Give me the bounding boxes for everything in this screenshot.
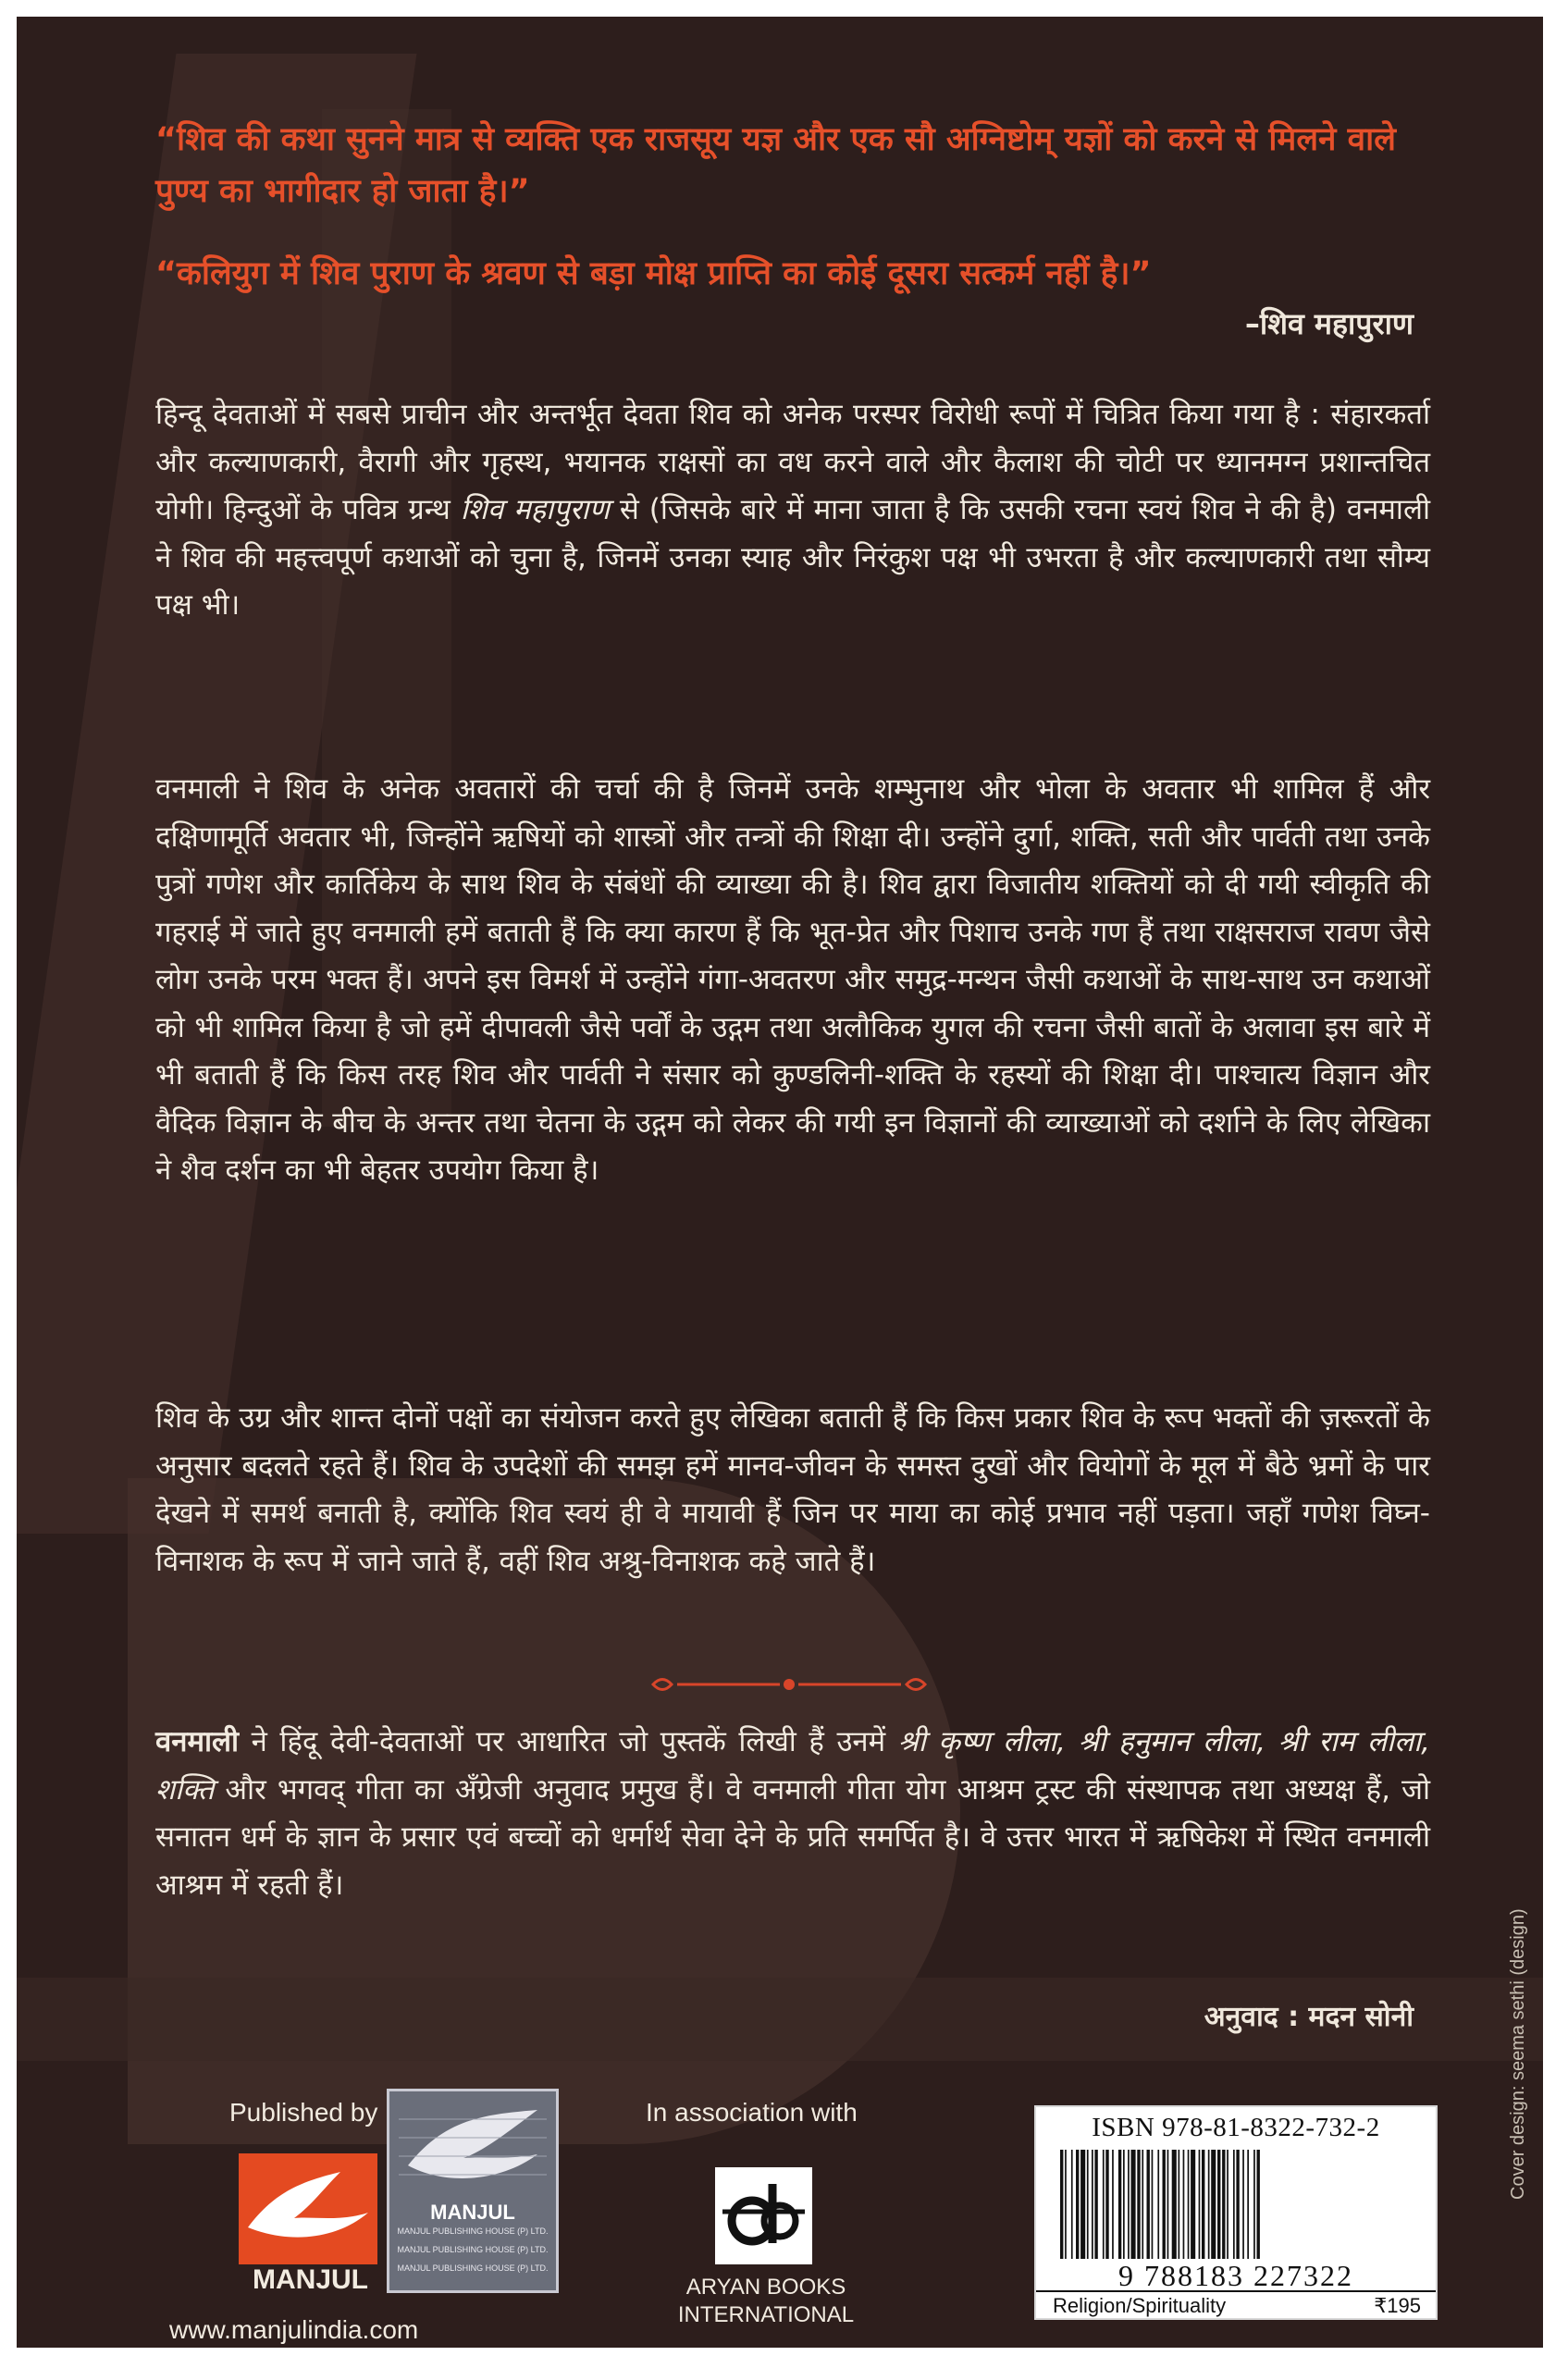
associate-name-line2: INTERNATIONAL (677, 2302, 855, 2327)
seal-bird-icon (399, 2101, 547, 2193)
association-label: In association with (646, 2098, 858, 2127)
barcode-digits: 9 788183 227322 (1118, 2259, 1353, 2292)
book-back-cover (17, 17, 1543, 2348)
associate-name (627, 2274, 905, 2329)
genre-label: Religion/Spirituality (1053, 2294, 1227, 2317)
aryan-books-logo-icon (715, 2167, 812, 2264)
publisher-seal-stamp (387, 2089, 559, 2293)
stamp-text: MANJUL PUBLISHING HOUSE (P) LTD. (397, 2263, 549, 2273)
stamp-title: MANJUL (430, 2201, 515, 2224)
isbn-number: ISBN 978-81-8322-732-2 (1092, 2113, 1380, 2142)
barcode-icon (1056, 2150, 1426, 2259)
associate-name-line1: ARYAN BOOKS (685, 2275, 846, 2300)
description-paragraph-1 (155, 391, 1430, 630)
author-bio-text: ने हिंदू देवी-देवताओं पर आधारित जो पुस्तकें लिखी हैं उनमें (239, 1725, 898, 1758)
author-bio (155, 1719, 1430, 1909)
epigraph-quote-1: “शिव की कथा सुनने मात्र से व्यक्ति एक राजसूय यज्ञ और एक सौ अग्निष्टोम् यज्ञों को करने से मिलने वाले पुण्य का भागीदार हो जाता है।” (155, 121, 1396, 210)
author-bio-text-cont: और भगवद् गीता का अँग्रेजी अनुवाद प्रमुख हैं। वे वनमाली गीता योग आश्रम ट्रस्ट की संस्थापक तथा अध्यक्ष हैं, जो सनातन धर्म के ज्ञान के प्रसार एवं बच्चों को धर्मार्थ सेवा देने के प्रति समर्पित है। वे उत्तर भारत में ऋषिकेश में स्थित वनमाली आश्रम में रहती हैं। (155, 1772, 1430, 1902)
author-name: वनमाली (155, 1725, 240, 1758)
description-paragraph-3: शिव के उग्र और शान्त दोनों पक्षों का संयोजन करते हुए लेखिका बताती हैं कि किस प्रकार शिव के रूप भक्तों की ज़रूरतों के अनुसार बदलते रहते हैं। शिव के उपदेशों की समझ हमें मानव-जीवन के समस्त दुखों और वियोगों के मूल में बैठे भ्रमों के पार देखने में समर्थ बनाती है, क्योंकि शिव स्वयं ही वे मायावी हैं जिन पर माया का कोई प्रभाव नहीं पड़ता। जहाँ गणेश विघ्न-विनाशक के रूप में जाने जाते हैं, वहीं शिव अश्रु-विनाशक कहे जाते हैं। (155, 1401, 1430, 1578)
description-paragraph-2: वनमाली ने शिव के अनेक अवतारों की चर्चा की है जिनमें उनके शम्भुनाथ और भोला के अवतार भी शामिल हैं और दक्षिणामूर्ति अवतार भी, जिन्होंने ऋषियों को शास्त्रों और तन्त्रों की शिक्षा दी। उन्होंने दुर्गा, शक्ति, सती और पार्वती तथा उनके पुत्रों गणेश और कार्तिकेय के साथ शिव के संबंधों की व्याख्या की है। शिव द्वारा विजातीय शक्तियों को दी गयी स्वीकृति की गहराई में जाते हुए वनमाली हमें बताती हैं कि क्या कारण हैं कि भूत-प्रेत और पिशाच उनके गण हैं तथा राक्षसराज रावण जैसे लोग उनके परम भक्त हैं। अपने इस विमर्श में उन्होंने गंगा-अवतरण और समुद्र-मन्थन जैसी कथाओं के साथ-साथ उन कथाओं को भी शामिल किया है जो हमें दीपावली जैसे पर्वों के उद्गम तथा अलौकिक युगल की रचना जैसी बातों के अलावा इस बारे में भी बताती हैं कि किस तरह शिव और पार्वती ने संसार को कुण्डलिनी-शक्ति के रहस्यों की शिक्षा दी। पाश्चात्य विज्ञान और वैदिक विज्ञान के बीच के अन्तर तथा चेतना के उद्गम को लेकर की गयी इन विज्ञानों की व्याख्याओं को दर्शाने के लिए लेखिका ने शैव दर्शन का भी बेहतर उपयोग किया है। (155, 772, 1430, 1187)
published-by-label: Published by (229, 2098, 378, 2127)
para1-text: हिन्दू देवताओं में सबसे प्राचीन और अन्तर्भूत देवता शिव को अनेक परस्पर विरोधी रूपों में चित्रित किया गया है : संहारकर्ता और कल्याणकारी, वैरागी और गृहस्थ, भयानक राक्षसों का वध करने वाले और कैलाश की चोटी पर ध्यानमग्न प्रशान्तचित योगी। हिन्दुओं के पवित्र ग्रन्थ (155, 398, 1430, 526)
cover-design-credit: Cover design: seema sethi (design) (1508, 1908, 1528, 2200)
book-titles-italic: श्री कृष्ण लीला, श्री हनुमान लीला, श्री राम लीला, शक्ति (155, 1725, 1430, 1807)
stamp-text: MANJUL PUBLISHING HOUSE (P) LTD. (397, 2226, 549, 2236)
genre-price-row (1036, 2290, 1436, 2320)
stamp-text: MANJUL PUBLISHING HOUSE (P) LTD. (397, 2245, 549, 2254)
book-title-italic: शिव महापुराण (460, 493, 610, 526)
ornamental-divider (646, 1671, 932, 1698)
epigraph-quote-2: “कलियुग में शिव पुराण के श्रवण से बड़ा मोक्ष प्राप्ति का कोई दूसरा सत्कर्म नहीं है।” (155, 255, 1152, 292)
para1-text-cont: से (जिसके बारे में माना जाता है कि उसकी रचना स्वयं शिव ने की है) वनमाली ने शिव की महत्त्वपूर्ण कथाओं को चुना है, जिनमें उनका स्याह और निरंकुश पक्ष भी उभरता है और कल्याणकारी तथा सौम्य पक्ष भी। (155, 493, 1430, 622)
manjul-logo-icon (239, 2153, 377, 2264)
translator-credit: अनुवाद : मदन सोनी (1204, 2001, 1414, 2033)
quote-source: –शिव महापुराण (1244, 306, 1414, 341)
publisher-website: www.manjulindia.com (169, 2315, 419, 2344)
isbn-barcode-box (1034, 2105, 1438, 2320)
price: ₹195 (1374, 2294, 1421, 2317)
publisher-name: MANJUL (253, 2264, 368, 2295)
